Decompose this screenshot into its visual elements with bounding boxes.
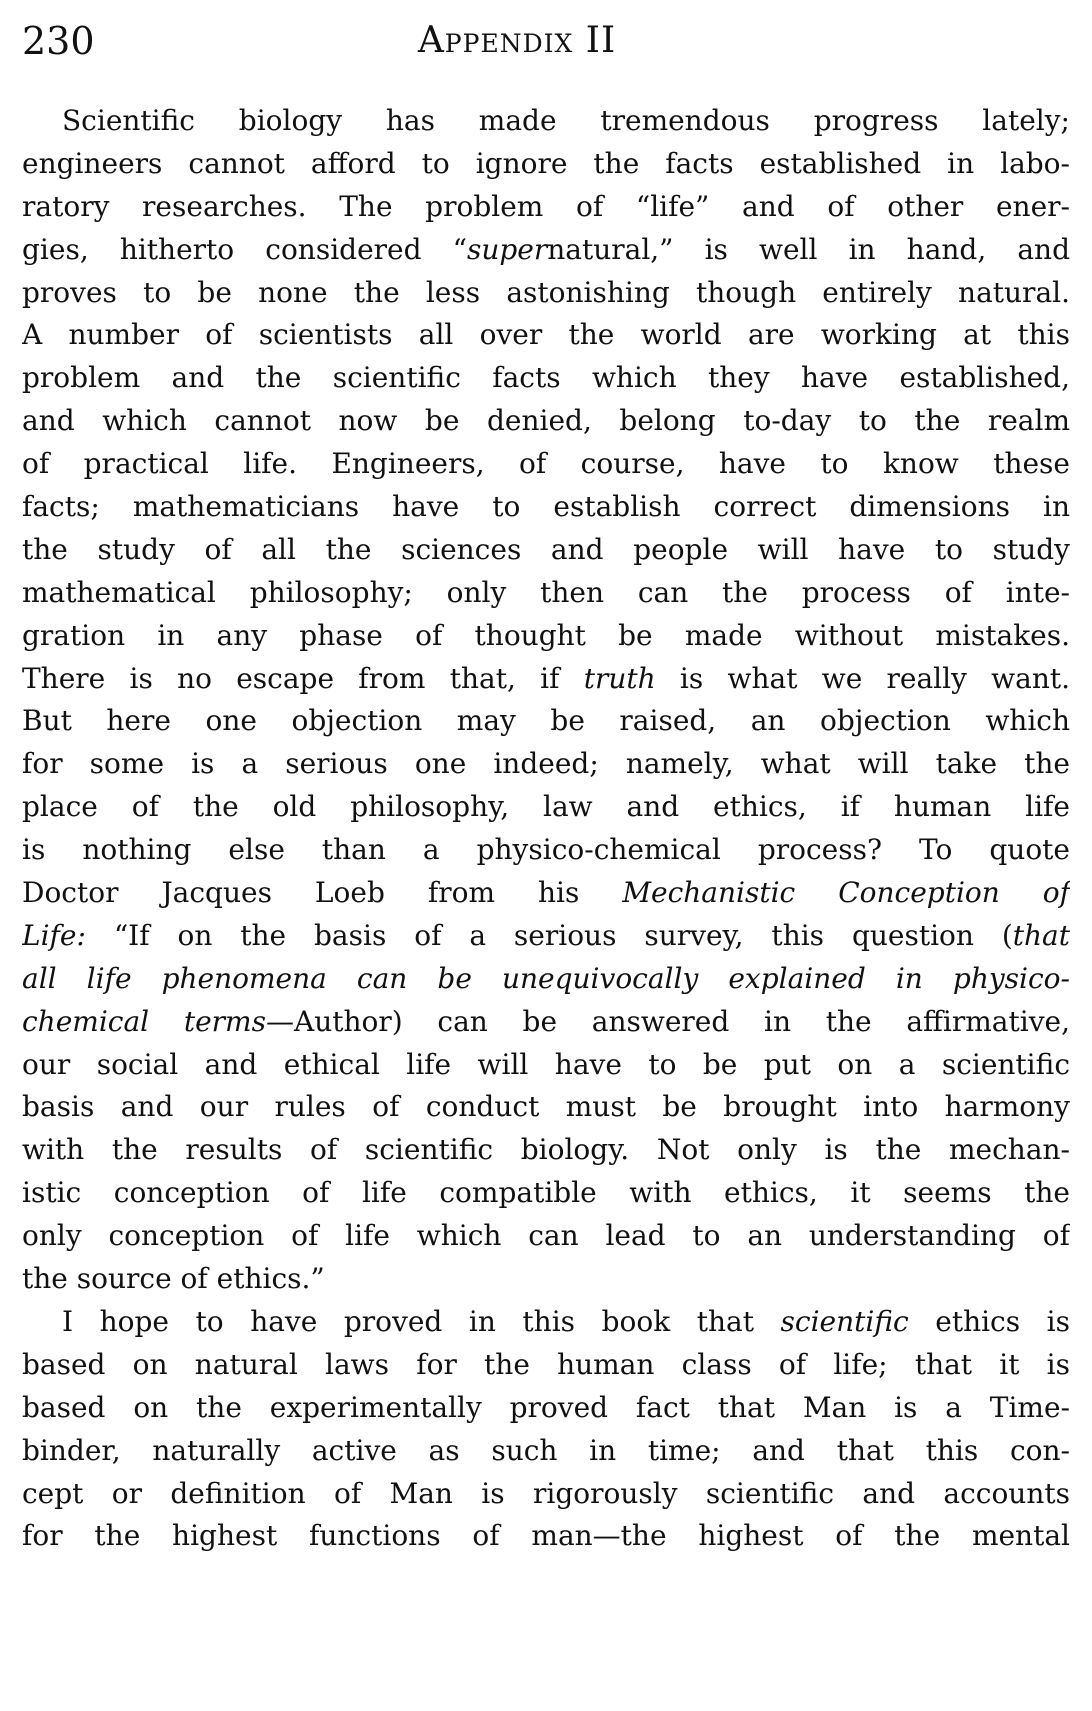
book-title-italic: Life: <box>22 918 86 952</box>
text-segment: gies, hitherto considered “ <box>22 232 467 266</box>
body-text <box>22 100 1070 1558</box>
text-line: with the results of scientific biology. Not only is the mechan- <box>22 1133 1070 1167</box>
text-line <box>22 1301 1070 1344</box>
text-segment: There is no escape from that, if <box>22 661 584 695</box>
text-line: only conception of life which can lead to an understanding of <box>22 1219 1070 1253</box>
text-line: facts; mathematicians have to establish correct dimensions in <box>22 490 1070 524</box>
text-segment: I hope to have proved in this book that <box>62 1304 781 1338</box>
text-line: our social and ethical life will have to be put on a scientific <box>22 1047 1070 1081</box>
text-line: binder, naturally active as such in time; and that this con- <box>22 1433 1070 1467</box>
text-line: the study of all the sciences and people will have to study <box>22 532 1070 566</box>
italic-segment: that <box>1012 918 1070 952</box>
italic-segment: chemical terms <box>22 1004 266 1038</box>
text-line: istic conception of life compatible with ethics, it seems the <box>22 1176 1070 1210</box>
paragraph-1 <box>22 100 1070 1301</box>
text-line: based on natural laws for the human class of life; that it is <box>22 1347 1070 1381</box>
text-line <box>22 958 1070 1001</box>
text-line: problem and the scientific facts which they have established, <box>22 361 1070 395</box>
text-line: is nothing else than a physico-chemical process? To quote <box>22 833 1070 867</box>
page-number: 230 <box>22 19 95 63</box>
italic-segment: scientific <box>780 1304 909 1338</box>
text-line <box>22 658 1070 701</box>
text-line: of practical life. Engineers, of course, have to know these <box>22 447 1070 481</box>
text-line: basis and our rules of conduct must be brought into harmony <box>22 1090 1070 1124</box>
text-line <box>22 915 1070 958</box>
text-line: based on the experimentally proved fact that Man is a Time- <box>22 1390 1070 1424</box>
italic-segment: all life phenomena can be unequivocally explained in physico- <box>22 961 1070 995</box>
paragraph-2 <box>22 1301 1070 1558</box>
running-head: Appendix II <box>417 20 617 61</box>
text-line: and which cannot now be denied, belong to-day to the realm <box>22 404 1070 438</box>
text-segment: natural,” is well in hand, and <box>547 232 1070 266</box>
text-line: for some is a serious one indeed; namely, what will take the <box>22 747 1070 781</box>
text-segment: Doctor Jacques Loeb from his <box>22 876 623 910</box>
text-line <box>22 1001 1070 1044</box>
text-segment: “If on the basis of a serious survey, this question ( <box>85 918 1013 952</box>
text-line: gration in any phase of thought be made without mistakes. <box>22 618 1070 652</box>
text-line: for the highest functions of man—the highest of the mental <box>22 1519 1070 1553</box>
page-header <box>22 16 1072 76</box>
text-line: place of the old philosophy, law and ethics, if human life <box>22 790 1070 824</box>
book-title-italic: Mechanistic Conception of <box>622 876 1070 910</box>
text-line: the source of ethics.” <box>22 1262 325 1296</box>
text-line: ratory researches. The problem of “life” and of other ener- <box>22 189 1070 223</box>
text-line: cept or definition of Man is rigorously scientific and accounts <box>22 1476 1070 1510</box>
text-line <box>22 229 1070 272</box>
text-line: Scientific biology has made tremendous progress lately; <box>62 104 1070 137</box>
text-line: proves to be none the less astonishing though entirely natural. <box>22 275 1070 309</box>
text-segment: is what we really want. <box>655 661 1070 695</box>
text-line: A number of scientists all over the world are working at this <box>22 318 1070 352</box>
text-line: But here one objection may be raised, an objection which <box>22 704 1070 738</box>
italic-segment: truth <box>583 661 656 695</box>
italic-segment: super <box>466 232 548 266</box>
text-line <box>22 872 1070 915</box>
text-segment: ethics is <box>908 1304 1070 1338</box>
text-line: engineers cannot afford to ignore the facts established in labo- <box>22 146 1070 180</box>
text-line: mathematical philosophy; only then can the process of inte- <box>22 575 1070 609</box>
text-segment: —Author) can be answered in the affirmative, <box>265 1004 1070 1038</box>
